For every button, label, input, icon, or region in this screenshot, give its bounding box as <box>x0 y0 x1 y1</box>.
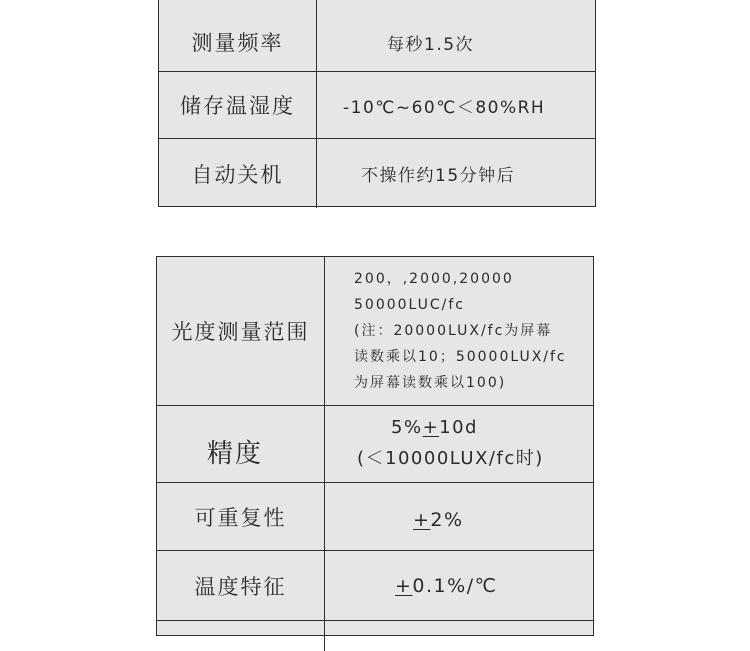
row-label: 自动关机 <box>159 139 317 208</box>
accuracy-digits: 10d <box>439 417 478 438</box>
spec-table-bottom <box>156 256 594 636</box>
plus-minus-sign: + <box>413 508 431 531</box>
plus-minus-sign: + <box>422 417 440 438</box>
plus-minus-sign: + <box>395 574 413 597</box>
range-line-3: (注：20000LUX/fc为屏幕 <box>354 323 553 339</box>
spec-table-top <box>158 0 596 207</box>
row-value: -10℃~60℃＜80%RH <box>343 97 546 118</box>
table-row <box>157 406 593 483</box>
accuracy-value <box>325 406 593 482</box>
range-line-5: 为屏幕读数乘以100) <box>354 375 507 391</box>
temp-label: 温度特征 <box>157 551 325 620</box>
range-value <box>325 257 593 405</box>
table-row <box>157 551 593 621</box>
row-label: 测量频率 <box>159 0 317 71</box>
table-row <box>157 257 593 406</box>
table-row <box>157 483 593 551</box>
row-label <box>157 621 325 651</box>
accuracy-percent: 5% <box>391 417 423 438</box>
accuracy-label: 精度 <box>157 406 325 482</box>
range-line-4: 读数乘以10；50000LUX/fc <box>354 349 567 365</box>
row-value: 每秒1.5次 <box>387 34 475 55</box>
table-row <box>157 621 593 651</box>
range-label: 光度测量范围 <box>157 257 325 405</box>
temp-value <box>325 551 593 620</box>
row-label: 储存温湿度 <box>159 72 317 138</box>
table-row <box>159 139 595 208</box>
repeatability-number: 2% <box>430 508 464 531</box>
row-value: 不操作约15分钟后 <box>361 166 516 186</box>
repeatability-value <box>325 483 593 550</box>
accuracy-line-2: (＜10000LUX/fc时) <box>357 448 544 469</box>
table-row <box>159 0 595 72</box>
range-line-1: 200，,2000,20000 <box>354 271 514 287</box>
table-row <box>159 72 595 139</box>
range-line-2: 50000LUC/fc <box>354 297 466 313</box>
accuracy-line-1 <box>325 416 593 440</box>
repeatability-label: 可重复性 <box>157 483 325 550</box>
temp-number: 0.1%/℃ <box>412 574 498 597</box>
